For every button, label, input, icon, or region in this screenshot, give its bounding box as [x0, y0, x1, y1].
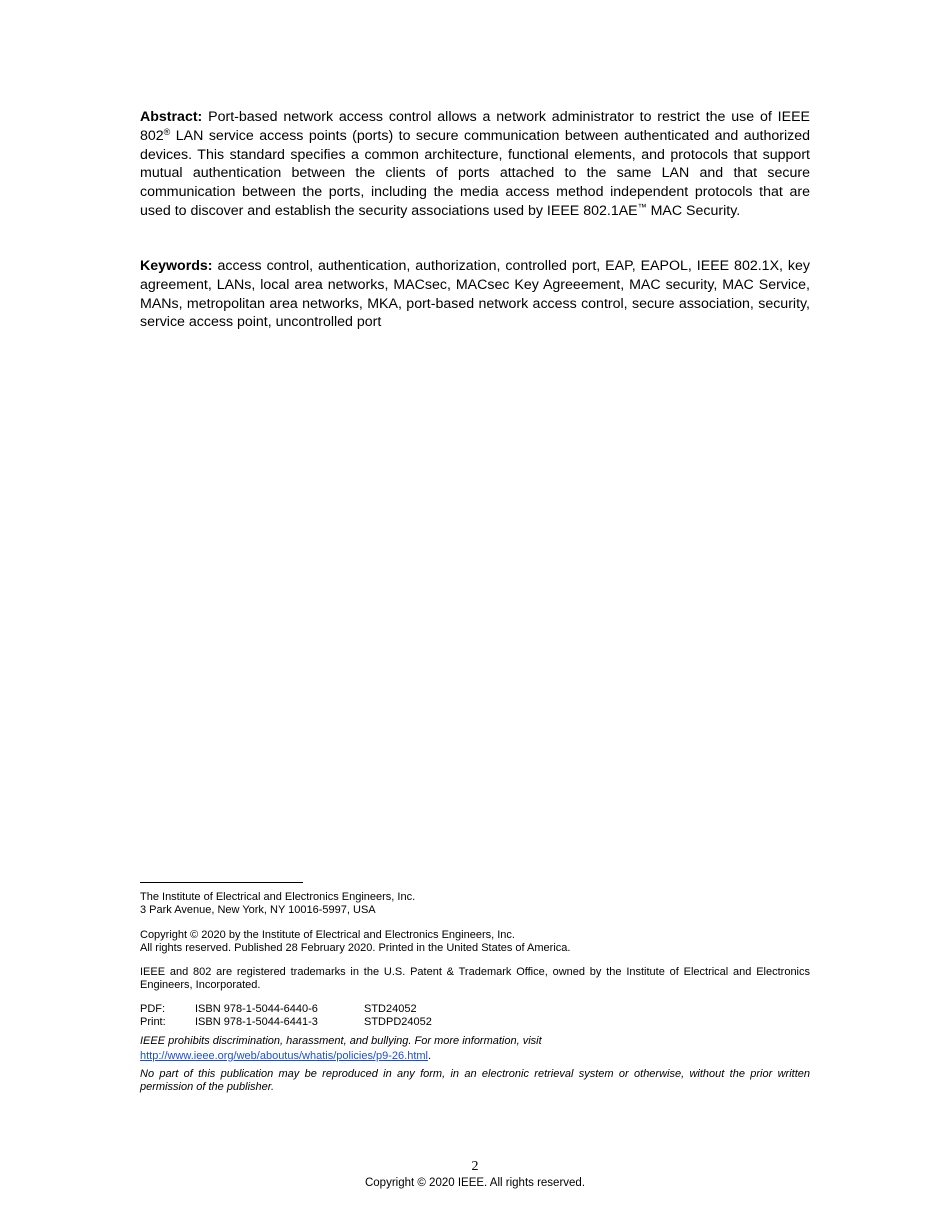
rights-line: All rights reserved. Published 28 February 2020. Printed in the United States of America. [140, 941, 571, 954]
policy-text: IEEE prohibits discrimination, harassment, and bullying. For more information, visit [140, 1035, 542, 1047]
keywords-paragraph [140, 257, 810, 332]
std-number: STDPD24052 [364, 1016, 432, 1028]
abstract-paragraph [140, 108, 810, 221]
keywords-label: Keywords: [140, 258, 213, 274]
isbn-format: PDF: [140, 1003, 166, 1015]
trademark-mark: ™ [637, 201, 647, 212]
registered-mark: ® [163, 126, 171, 137]
abstract-label: Abstract: [140, 109, 203, 125]
trademark-notice: IEEE and 802 are registered trademarks in the U.S. Patent & Trademark Office, owned by the Institute of Electrical and Electronics Engineers, Incorporated. [140, 966, 810, 991]
publisher-name: The Institute of Electrical and Electronics Engineers, Inc. [140, 891, 416, 903]
keywords-text: access control, authentication, authorization, controlled port, EAP, EAPOL, IEEE 802.1X, key agreement, LANs, local area networks, MACsec, MACsec Key Agreeement, MAC security, MAC Service, MANs, metropolitan area networks, MKA, port-based network access control, secure association, security, service access point, uncontrolled port [140, 258, 810, 331]
publisher-address: 3 Park Avenue, New York, NY 10016-5997, USA [140, 903, 376, 916]
policy-link[interactable]: http://www.ieee.org/web/aboutus/whatis/policies/p9-26.html [140, 1050, 428, 1062]
abstract-text-2: LAN service access points (ports) to secure communication between authenticated and authorized devices. This standard specifies a common architecture, functional elements, and protocols that support mutual authentication between the clients of ports attached to the same LAN and that secure communication between the ports, including the media access method independent protocols that are used to discover and establish the security associations used by IEEE 802.1AE [140, 127, 810, 219]
isbn-number: ISBN 978-1-5044-6441-3 [195, 1016, 318, 1028]
abstract-text-3: MAC Security. [646, 202, 741, 219]
footnote-divider [140, 882, 303, 883]
copyright-line: Copyright © 2020 by the Institute of Electrical and Electronics Engineers, Inc. [140, 929, 515, 941]
copyright-block [140, 929, 810, 954]
reproduction-notice: No part of this publication may be reproduced in any form, in an electronic retrieval system or otherwise, without the prior written permission of the publisher. [140, 1068, 810, 1093]
isbn-format: Print: [140, 1016, 166, 1028]
footer-copyright: Copyright © 2020 IEEE. All rights reserved. [364, 1177, 586, 1189]
abstract-text-1: Port-based network access control allows a network administrator to restrict the use of IEEE 802 [140, 109, 810, 144]
policy-link-suffix: . [428, 1050, 432, 1062]
isbn-number: ISBN 978-1-5044-6440-6 [195, 1003, 318, 1015]
policy-notice [140, 1034, 810, 1064]
std-number: STD24052 [364, 1003, 417, 1015]
publisher-block [140, 891, 810, 916]
page-number: 2 [471, 1159, 479, 1174]
